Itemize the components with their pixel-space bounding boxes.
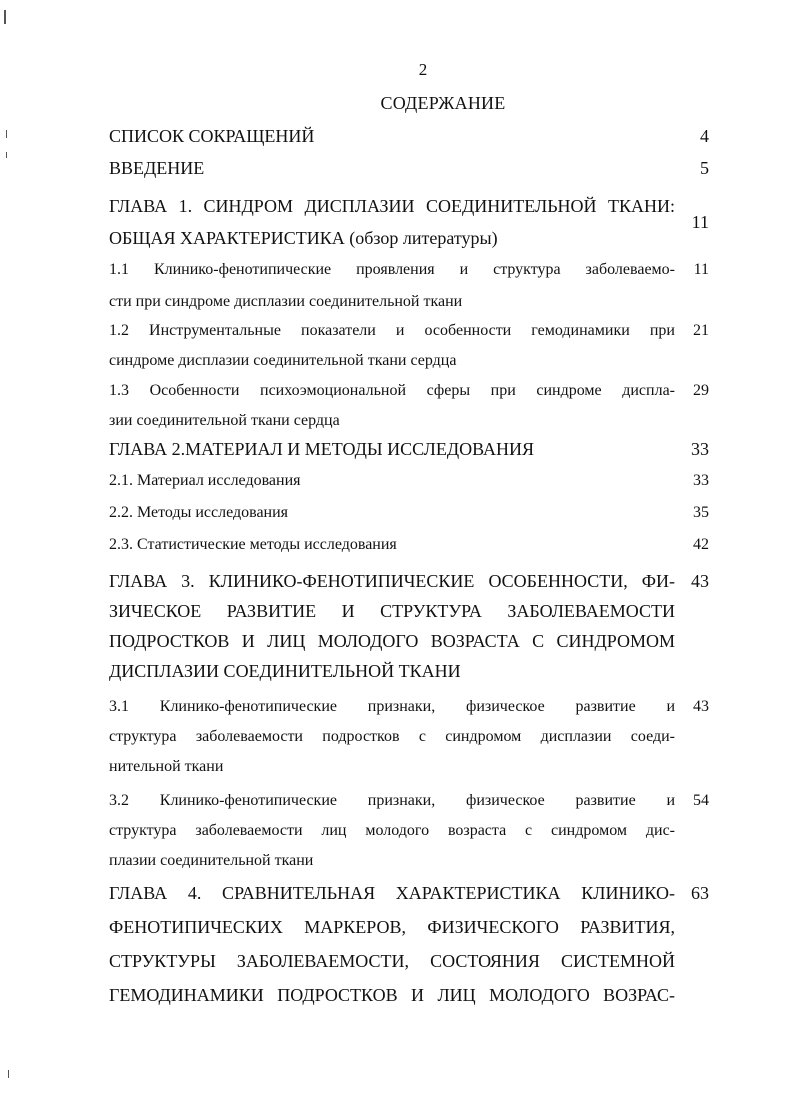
page-number: 2	[418, 60, 428, 79]
toc-entry-line: ГЛАВА 3. КЛИНИКО-ФЕНОТИПИЧЕСКИЕ ОСОБЕННОСТИ, ФИ-	[109, 571, 675, 591]
toc-entry-abbreviations[interactable]	[109, 126, 709, 147]
toc-entry-section-1-2[interactable]	[109, 316, 709, 376]
toc-entry-line: 1.3 Особенности психоэмоциональной сферы при синдроме диспла-	[109, 382, 675, 399]
toc-entry-line: 2.1. Материал исследования	[109, 472, 301, 489]
toc-entry-line: 1.1 Клинико-фенотипические проявления и структура заболеваемо-	[109, 261, 675, 278]
toc-page-number: 11	[691, 212, 709, 232]
toc-page-number: 35	[693, 504, 709, 521]
toc-entry-line: ГЛАВА 4. СРАВНИТЕЛЬНАЯ ХАРАКТЕРИСТИКА КЛИНИКО-	[109, 883, 675, 903]
toc-page-number: 5	[700, 158, 709, 178]
scan-speck	[4, 10, 6, 24]
scan-speck	[8, 1070, 9, 1078]
toc-entry-line: ДИСПЛАЗИИ СОЕДИНИТЕЛЬНОЙ ТКАНИ	[109, 661, 461, 681]
toc-entry-introduction[interactable]	[109, 158, 709, 179]
toc-page-number: 54	[693, 792, 709, 809]
toc-page-number: 63	[691, 883, 709, 903]
toc-entry-chapter-1[interactable]	[109, 190, 709, 254]
toc-entry-line: структура заболеваемости лиц молодого возраста с синдромом дис-	[109, 822, 675, 839]
toc-page-number: 43	[693, 698, 709, 715]
toc-entry-line: 2.2. Методы исследования	[109, 504, 289, 521]
toc-entry-line: ГЛАВА 1. СИНДРОМ ДИСПЛАЗИИ СОЕДИНИТЕЛЬНОЙ ТКАНИ:	[109, 196, 675, 216]
toc-entry-line: 1.2 Инструментальные показатели и особенности гемодинамики при	[109, 322, 675, 339]
toc-entry-chapter-4[interactable]	[109, 876, 709, 1012]
toc-entry-section-3-2[interactable]	[109, 786, 709, 876]
toc-entry-chapter-2[interactable]	[109, 439, 709, 460]
toc-entry-line: ЗИЧЕСКОЕ РАЗВИТИЕ И СТРУКТУРА ЗАБОЛЕВАЕМОСТИ	[109, 601, 675, 621]
toc-entry-section-2-3[interactable]	[109, 536, 709, 554]
toc-page-number: 29	[693, 382, 709, 399]
toc-entry-line: ВВЕДЕНИЕ	[109, 158, 205, 178]
toc-entry-chapter-3[interactable]	[109, 566, 709, 686]
toc-page-number: 33	[693, 472, 709, 489]
toc-entry-section-1-1[interactable]	[109, 254, 709, 318]
toc-entry-line: структура заболеваемости подростков с синдромом дисплазии соеди-	[109, 728, 675, 745]
toc-entry-line: ГЕМОДИНАМИКИ ПОДРОСТКОВ И ЛИЦ МОЛОДОГО ВОЗРАС-	[109, 985, 675, 1005]
toc-entry-line: СПИСОК СОКРАЩЕНИЙ	[109, 126, 315, 146]
toc-entry-line: 3.1 Клинико-фенотипические признаки, физическое развитие и	[109, 698, 675, 715]
toc-entry-line: плазии соединительной ткани	[109, 852, 314, 869]
toc-page-number: 21	[693, 322, 709, 339]
toc-entry-line: СТРУКТУРЫ ЗАБОЛЕВАЕМОСТИ, СОСТОЯНИЯ СИСТЕМНОЙ	[109, 951, 675, 971]
scan-speck	[6, 152, 7, 158]
toc-entry-section-2-1[interactable]	[109, 472, 709, 490]
toc-entry-line: зии соединительной ткани сердца	[109, 412, 340, 429]
toc-entry-section-2-2[interactable]	[109, 504, 709, 522]
toc-page-number: 11	[693, 261, 709, 278]
toc-entry-section-1-3[interactable]	[109, 376, 709, 436]
toc-entry-line: ОБЩАЯ ХАРАКТЕРИСТИКА (обзор литературы)	[109, 228, 498, 248]
toc-entry-line: ГЛАВА 2.МАТЕРИАЛ И МЕТОДЫ ИССЛЕДОВАНИЯ	[109, 439, 535, 459]
toc-title: СОДЕРЖАНИЕ	[380, 93, 506, 113]
toc-entry-line: 2.3. Статистические методы исследования	[109, 536, 397, 553]
toc-page-number: 43	[691, 571, 709, 591]
toc-entry-line: нительной ткани	[109, 758, 224, 775]
toc-page-number: 4	[700, 126, 709, 146]
toc-page-number: 33	[691, 439, 709, 459]
toc-entry-section-3-1[interactable]	[109, 692, 709, 782]
toc-entry-line: ФЕНОТИПИЧЕСКИХ МАРКЕРОВ, ФИЗИЧЕСКОГО РАЗВИТИЯ,	[109, 917, 675, 937]
scan-speck	[6, 130, 7, 138]
toc-entry-line: сти при синдроме дисплазии соединительной ткани	[109, 293, 463, 310]
toc-page-number: 42	[693, 536, 709, 553]
toc-entry-line: синдроме дисплазии соединительной ткани сердца	[109, 352, 457, 369]
toc-entry-line: 3.2 Клинико-фенотипические признаки, физическое развитие и	[109, 792, 675, 809]
toc-entry-line: ПОДРОСТКОВ И ЛИЦ МОЛОДОГО ВОЗРАСТА С СИНДРОМОМ	[109, 631, 675, 651]
